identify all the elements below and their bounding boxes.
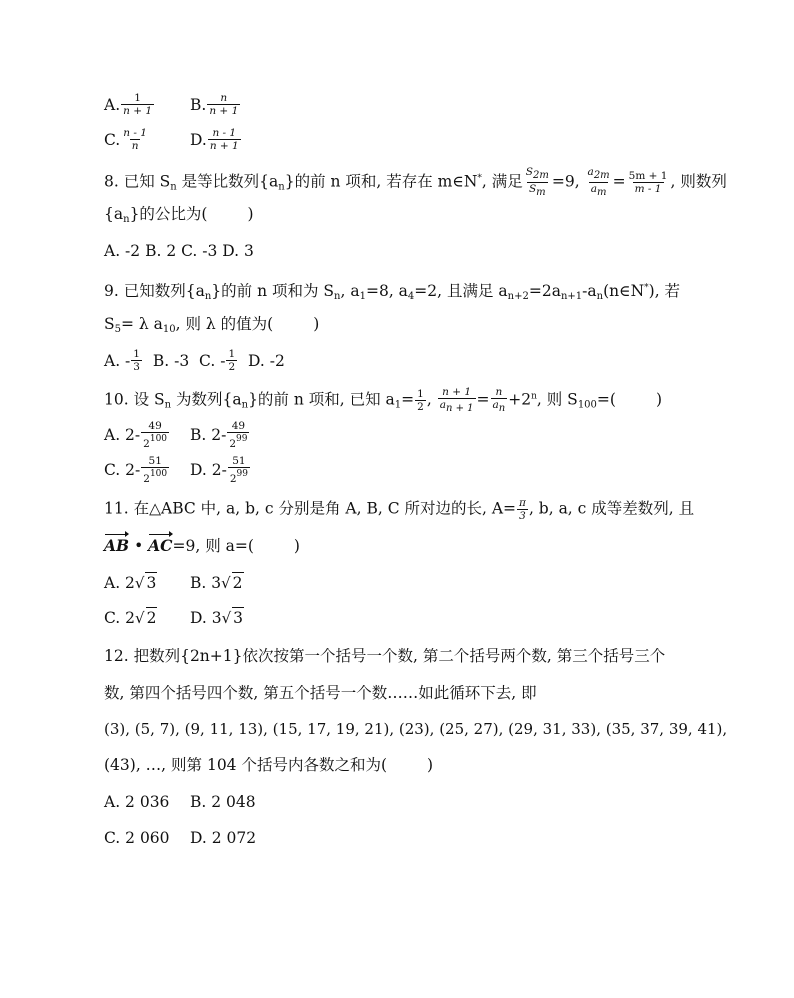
q8-fraction-s: $\frac{S2m}{Sm}$ — [525, 166, 549, 198]
q8-stem-line1: 8. 已知 $S_n$ 是等比数列$\{a_n\}$的前 n 项和, 若存在 m∈N*, 满足 $\frac{S2m}{Sm}$ =9, $\frac{a2m}{am}$ = $\frac{5m + 1}{m - 1}$ , 则数列 — [104, 166, 727, 198]
q8-fraction-a: $\frac{a2m}{am}$ — [587, 166, 610, 198]
q12-stem-line4: (43), …, 则第 104 个括号内各数之和为( ) — [104, 756, 434, 774]
q10-option-a: A. 2- $\frac{49}{2100}$ — [104, 420, 168, 450]
q10-option-b: B. 2- $\frac{49}{299}$ — [190, 420, 248, 450]
q11-option-a: A. 2√ 3 — [104, 574, 157, 592]
q12-stem-line3: (3), (5, 7), (9, 11, 13), (15, 17, 19, 21), (23), (25, 27), (29, 31, 33), (35, 37, 39, 41), — [104, 720, 728, 738]
q10-option-c: C. 2- $\frac{51}{2100}$ — [104, 455, 168, 485]
q10-stem: 10. 设 $S_n$ 为数列$\{a_n\}$的前 n 项和, 已知 $a_1=$ $\frac{1}{2}$ , $\frac{n + 1}{an + 1}$ = $\frac{n}{an}$ $+2^n$, 则 $S_{100}=$( ) — [104, 386, 663, 414]
q12-stem-line1: 12. 把数列{2n+1}依次按第一个括号一个数, 第二个括号两个数, 第三个括号三个 — [104, 647, 666, 665]
q7-option-d: D. $\frac{n - 1}{n + 1}$ — [190, 127, 239, 152]
q12-option-c: C. 2 060 — [104, 829, 170, 847]
vector-ac: AC — [148, 536, 173, 555]
q12-option-a: A. 2 036 — [104, 793, 170, 811]
q7-option-c: C. $\frac{n - 1}{n}$ — [104, 127, 147, 152]
q9-stem-line1: 9. 已知数列$\{a_n\}$的前 n 项和为 $S_n$, $a_1=8$, $a_4=2$, 且满足 $a_{n+2}=2a_{n+1}-a_n(n\in N^*)$, 若 — [104, 282, 681, 302]
q8-stem-line2: $\{a_n\}$的公比为( ) — [104, 205, 254, 225]
q8-options: A. -2 B. 2 C. -3 D. 3 — [104, 242, 254, 260]
q11-stem-line1: 11. 在△ABC 中, a, b, c 分别是角 A, B, C 所对边的长, A= $\frac{\pi}{3}$ , b, a, c 成等差数列, 且 — [104, 497, 695, 522]
q11-option-c: C. 2√ 2 — [104, 609, 157, 627]
vector-ab: AB — [104, 536, 130, 555]
q8-fraction-m: $\frac{5m + 1}{m - 1}$ — [628, 170, 668, 195]
q10-option-d: D. 2- $\frac{51}{299}$ — [190, 455, 248, 485]
pi-over-three: $\frac{\pi}{3}$ — [519, 497, 526, 522]
q11-option-d: D. 3√ 3 — [190, 609, 244, 627]
q12-option-b: B. 2 048 — [190, 793, 256, 811]
q11-stem-line2: AB • AC=9, 则 a=( ) — [104, 536, 300, 555]
q7-option-b: B. $\frac{n}{n + 1}$ — [190, 92, 239, 117]
q11-option-b: B. 3√ 2 — [190, 574, 243, 592]
q9-stem-line2: $S_5= \lambda$ $a_{10}$, 则 λ 的值为( ) — [104, 315, 320, 335]
q9-options: A. - $\frac{1}{3}$ B. -3 C. - $\frac{1}{2}$ D. -2 — [104, 348, 285, 373]
q12-option-d: D. 2 072 — [190, 829, 257, 847]
q7-option-a: A. $\frac{1}{n + 1}$ — [104, 92, 153, 117]
q12-stem-line2: 数, 第四个括号四个数, 第五个括号一个数……如此循环下去, 即 — [104, 684, 537, 702]
